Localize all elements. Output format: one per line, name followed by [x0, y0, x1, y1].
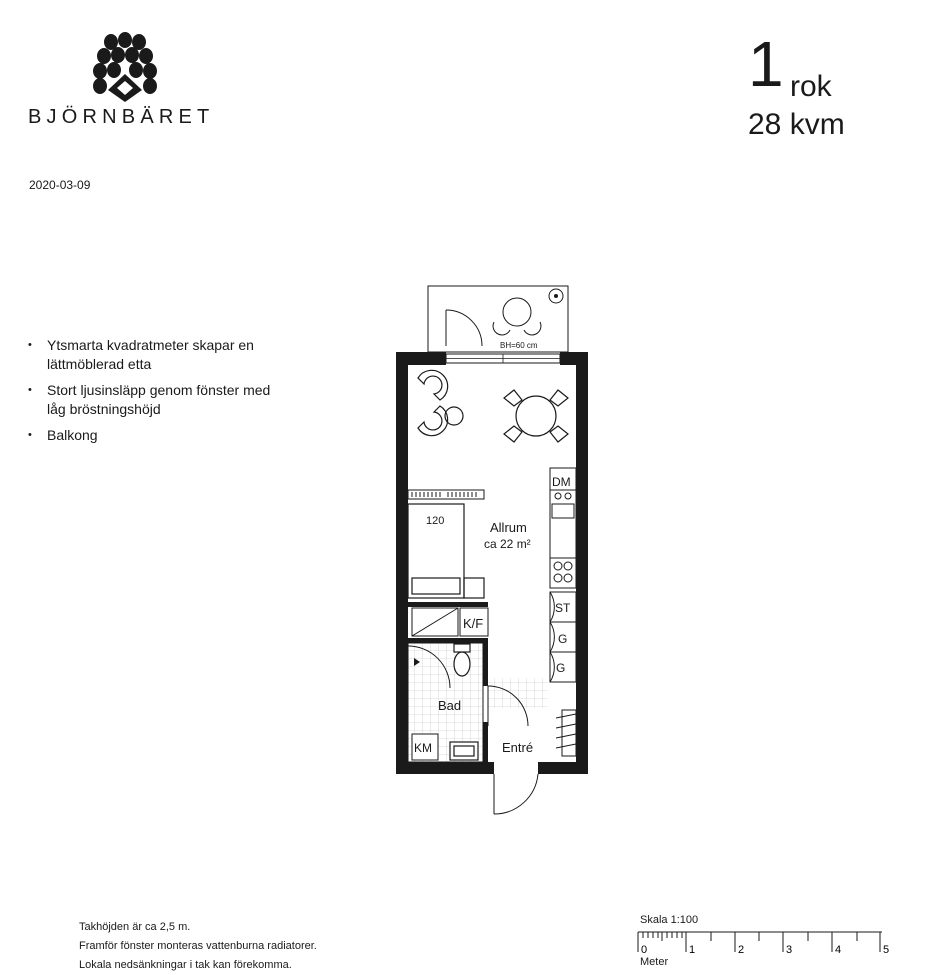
toilet	[454, 644, 470, 676]
living-room-label: Allrum	[490, 520, 527, 535]
scale-tick: 1	[689, 944, 696, 956]
bathroom-label: Bad	[438, 698, 462, 713]
bed-width-label: 120	[426, 515, 445, 527]
brand-name: BJÖRNBÄRET	[28, 106, 215, 128]
window	[446, 354, 560, 363]
floor-plan	[390, 282, 600, 820]
bear-berry-logo-icon	[90, 30, 160, 104]
feature-item: • Balkong	[28, 426, 287, 445]
rooms-number: 1	[748, 28, 784, 100]
document-date: 2020-03-09	[29, 178, 91, 192]
note-line: Framför fönster monteras vattenburna radiatorer.	[79, 940, 317, 952]
dishwasher-label: DM	[552, 475, 571, 489]
apartment-area: 28 kvm	[748, 108, 845, 141]
rooms-label: rok	[790, 70, 832, 103]
coat-rack	[556, 710, 576, 756]
dining-table	[504, 390, 568, 442]
front-door	[494, 774, 538, 814]
feature-item: • Stort ljusinsläpp genom fönster med låg bröstningshöjd	[28, 381, 287, 419]
bed	[408, 504, 484, 598]
wardrobe-label: G	[556, 661, 566, 675]
scale-tick: 4	[835, 944, 842, 956]
brand-logo	[28, 30, 228, 130]
scale-unit: Meter	[640, 956, 669, 968]
armchairs	[418, 370, 463, 435]
fridge-freezer-label: K/F	[463, 616, 484, 631]
scale-ruler	[636, 928, 896, 968]
sink	[450, 742, 478, 760]
notes	[79, 918, 317, 975]
wardrobe-label: G	[558, 632, 568, 646]
washing-machine-label: KM	[414, 741, 432, 755]
scale-label: Skala 1:100	[640, 914, 699, 926]
balcony	[428, 286, 568, 352]
entrance-label: Entré	[502, 740, 534, 755]
note-line: Takhöjden är ca 2,5 m.	[79, 921, 191, 933]
living-room-area: ca 22 m²	[484, 537, 531, 551]
feature-item: • Ytsmarta kvadratmeter skapar en lättmöblerad etta	[28, 336, 287, 374]
scale-tick: 0	[641, 944, 648, 956]
scale-bar	[636, 914, 896, 974]
scale-tick: 5	[883, 944, 890, 956]
note-line: Lokala nedsänkningar i tak kan förekomma.	[79, 959, 292, 971]
storage-label: ST	[555, 601, 571, 615]
scale-tick: 2	[738, 944, 745, 956]
balcony-note: BH=60 cm	[500, 341, 538, 350]
scale-tick: 3	[786, 944, 793, 956]
feature-list	[28, 336, 308, 452]
entrance-floor	[488, 678, 548, 708]
shelf	[408, 490, 484, 499]
